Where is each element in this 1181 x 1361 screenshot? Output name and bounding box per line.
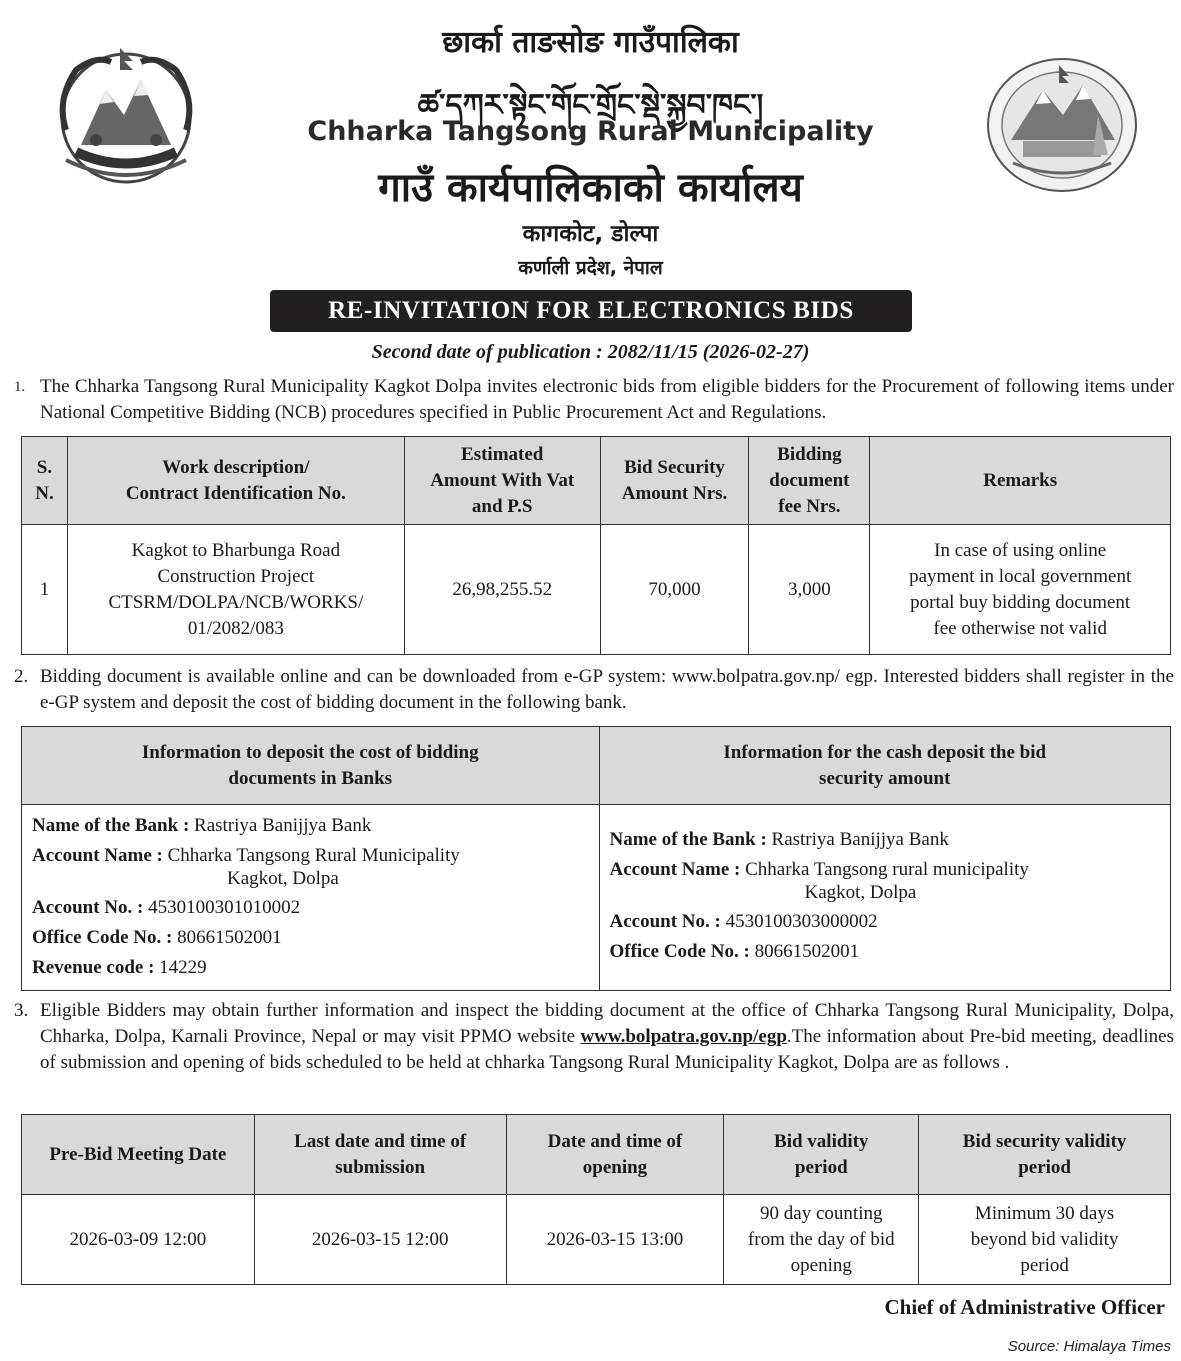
cell-opening: 2026-03-15 13:00 [506,1195,724,1285]
bank-info-table [21,726,1171,991]
table-header-row [22,1115,1171,1195]
cell-remarks: In case of using online payment in local government portal buy bidding document fee otherwise not valid [870,525,1171,655]
cell-bid-security: 70,000 [600,525,749,655]
ppmo-website-link[interactable]: www.bolpatra.gov.np/egp [580,1026,787,1047]
nepali-municipality-name: छार्का ताङसोङ गाउँपालिका [442,25,739,60]
paragraph-text: Eligible Bidders may obtain further information and inspect the bidding document at the office of Chharka Tangsong Rural Municipality, Dolpa, Chharka, Dolpa, Karnali Province, Nepal or may visit PPMO website www.bolpatra.gov.np/egp.The information about Pre-bid meeting, deadlines of submission and opening of bids scheduled to be held at chharka Tangsong Rural Municipality Kagkot, Dolpa are as follows . [40,1000,1175,1073]
office-title: गाउँ कार्यपालिकाको कार्यालय [378,165,803,211]
header-bid-security: Bid Security Amount Nrs. [600,437,749,525]
cell-estimated-amount: 26,98,255.52 [404,525,600,655]
header-opening: Date and time of opening [506,1115,724,1195]
header-prebid-date: Pre-Bid Meeting Date [22,1115,255,1195]
header-security-validity: Bid security validity period [919,1115,1171,1195]
table-header-row [22,437,1171,525]
header-estimated-amount: Estimated Amount With Vat and P.S [404,437,600,525]
signature: Chief of Administrative Officer [884,1295,1165,1319]
paragraph-text: The Chharka Tangsong Rural Municipality Kagkot Dolpa invites electronic bids from eligible bidders for the Procurement of following items under National Competitive Bidding (NCB) procedures specified in Public Procurement Act and Regulations. [40,376,1174,423]
table-row [22,525,1171,655]
header-submission: Last date and time of submission [254,1115,506,1195]
paragraph-2 [14,664,1174,716]
works-table [21,436,1171,655]
table-row [22,1195,1171,1285]
paragraph-number: 1. [14,379,26,395]
header-work-description: Work description/ Contract Identification No. [67,437,404,525]
header-sn: S. N. [22,437,68,525]
header-bid-validity: Bid validity period [724,1115,919,1195]
paragraph-text: Bidding document is available online and can be downloaded from e-GP system: www.bolpatra.gov.np/ egp. Interested bidders shall register in the e-GP system and deposit the cost of bidding document in the following bank. [40,666,1174,713]
title-banner: RE-INVITATION FOR ELECTRONICS BIDS [270,290,912,332]
bid-security-bank-details: Name of the Bank : Rastriya Banijjya Bank Account Name : Chharka Tangsong rural municipality Kagkot, Dolpa Account No. : 4530100303000002 Office Code No. : 80661502001 [599,805,1171,991]
paragraph-1 [14,374,1174,426]
cell-document-fee: 3,000 [749,525,870,655]
header-document-fee: Bidding document fee Nrs. [749,437,870,525]
cell-work-description: Kagkot to Bharbunga Road Construction Project CTSRM/DOLPA/NCB/WORKS/ 01/2082/083 [67,525,404,655]
header-remarks: Remarks [870,437,1171,525]
header-bid-security-deposit: Information for the cash deposit the bid security amount [599,727,1171,805]
cell-prebid-date: 2026-03-09 12:00 [22,1195,255,1285]
table-row [22,805,1171,991]
province-country: कर्णाली प्रदेश, नेपाल [518,257,663,279]
paragraph-number: 3. [14,1000,29,1021]
schedule-table [21,1114,1171,1285]
english-municipality-name: Chharka Tangsong Rural Municipality [307,116,874,147]
paragraph-number: 2. [14,666,29,687]
cell-bid-validity: 90 day counting from the day of bid opening [724,1195,919,1285]
bidding-doc-bank-details: Name of the Bank : Rastriya Banijjya Bank Account Name : Chharka Tangsong Rural Municipality Kagkot, Dolpa Account No. : 4530100301010002 Office Code No. : 80661502001 Revenue code : 14229 [22,805,600,991]
table-header-row [22,727,1171,805]
cell-submission: 2026-03-15 12:00 [254,1195,506,1285]
paragraph-3 [14,998,1174,1076]
source-credit: Source: Himalaya Times [1007,1338,1171,1355]
tibetan-municipality-name: ཚ་དཀར་སྟེང་གོང་གྲོང་སྡེ་སྐྱབ་ཁང་། [417,88,764,123]
letterhead [0,0,1181,300]
municipality-logo-icon [983,55,1141,195]
cell-security-validity: Minimum 30 days beyond bid validity period [919,1195,1171,1285]
header-bidding-doc-deposit: Information to deposit the cost of bidding documents in Banks [22,727,600,805]
publication-date: Second date of publication : 2082/11/15 (2026-02-27) [371,341,810,363]
office-location: कागकोट, डोल्पा [522,221,659,247]
cell-sn: 1 [22,525,68,655]
